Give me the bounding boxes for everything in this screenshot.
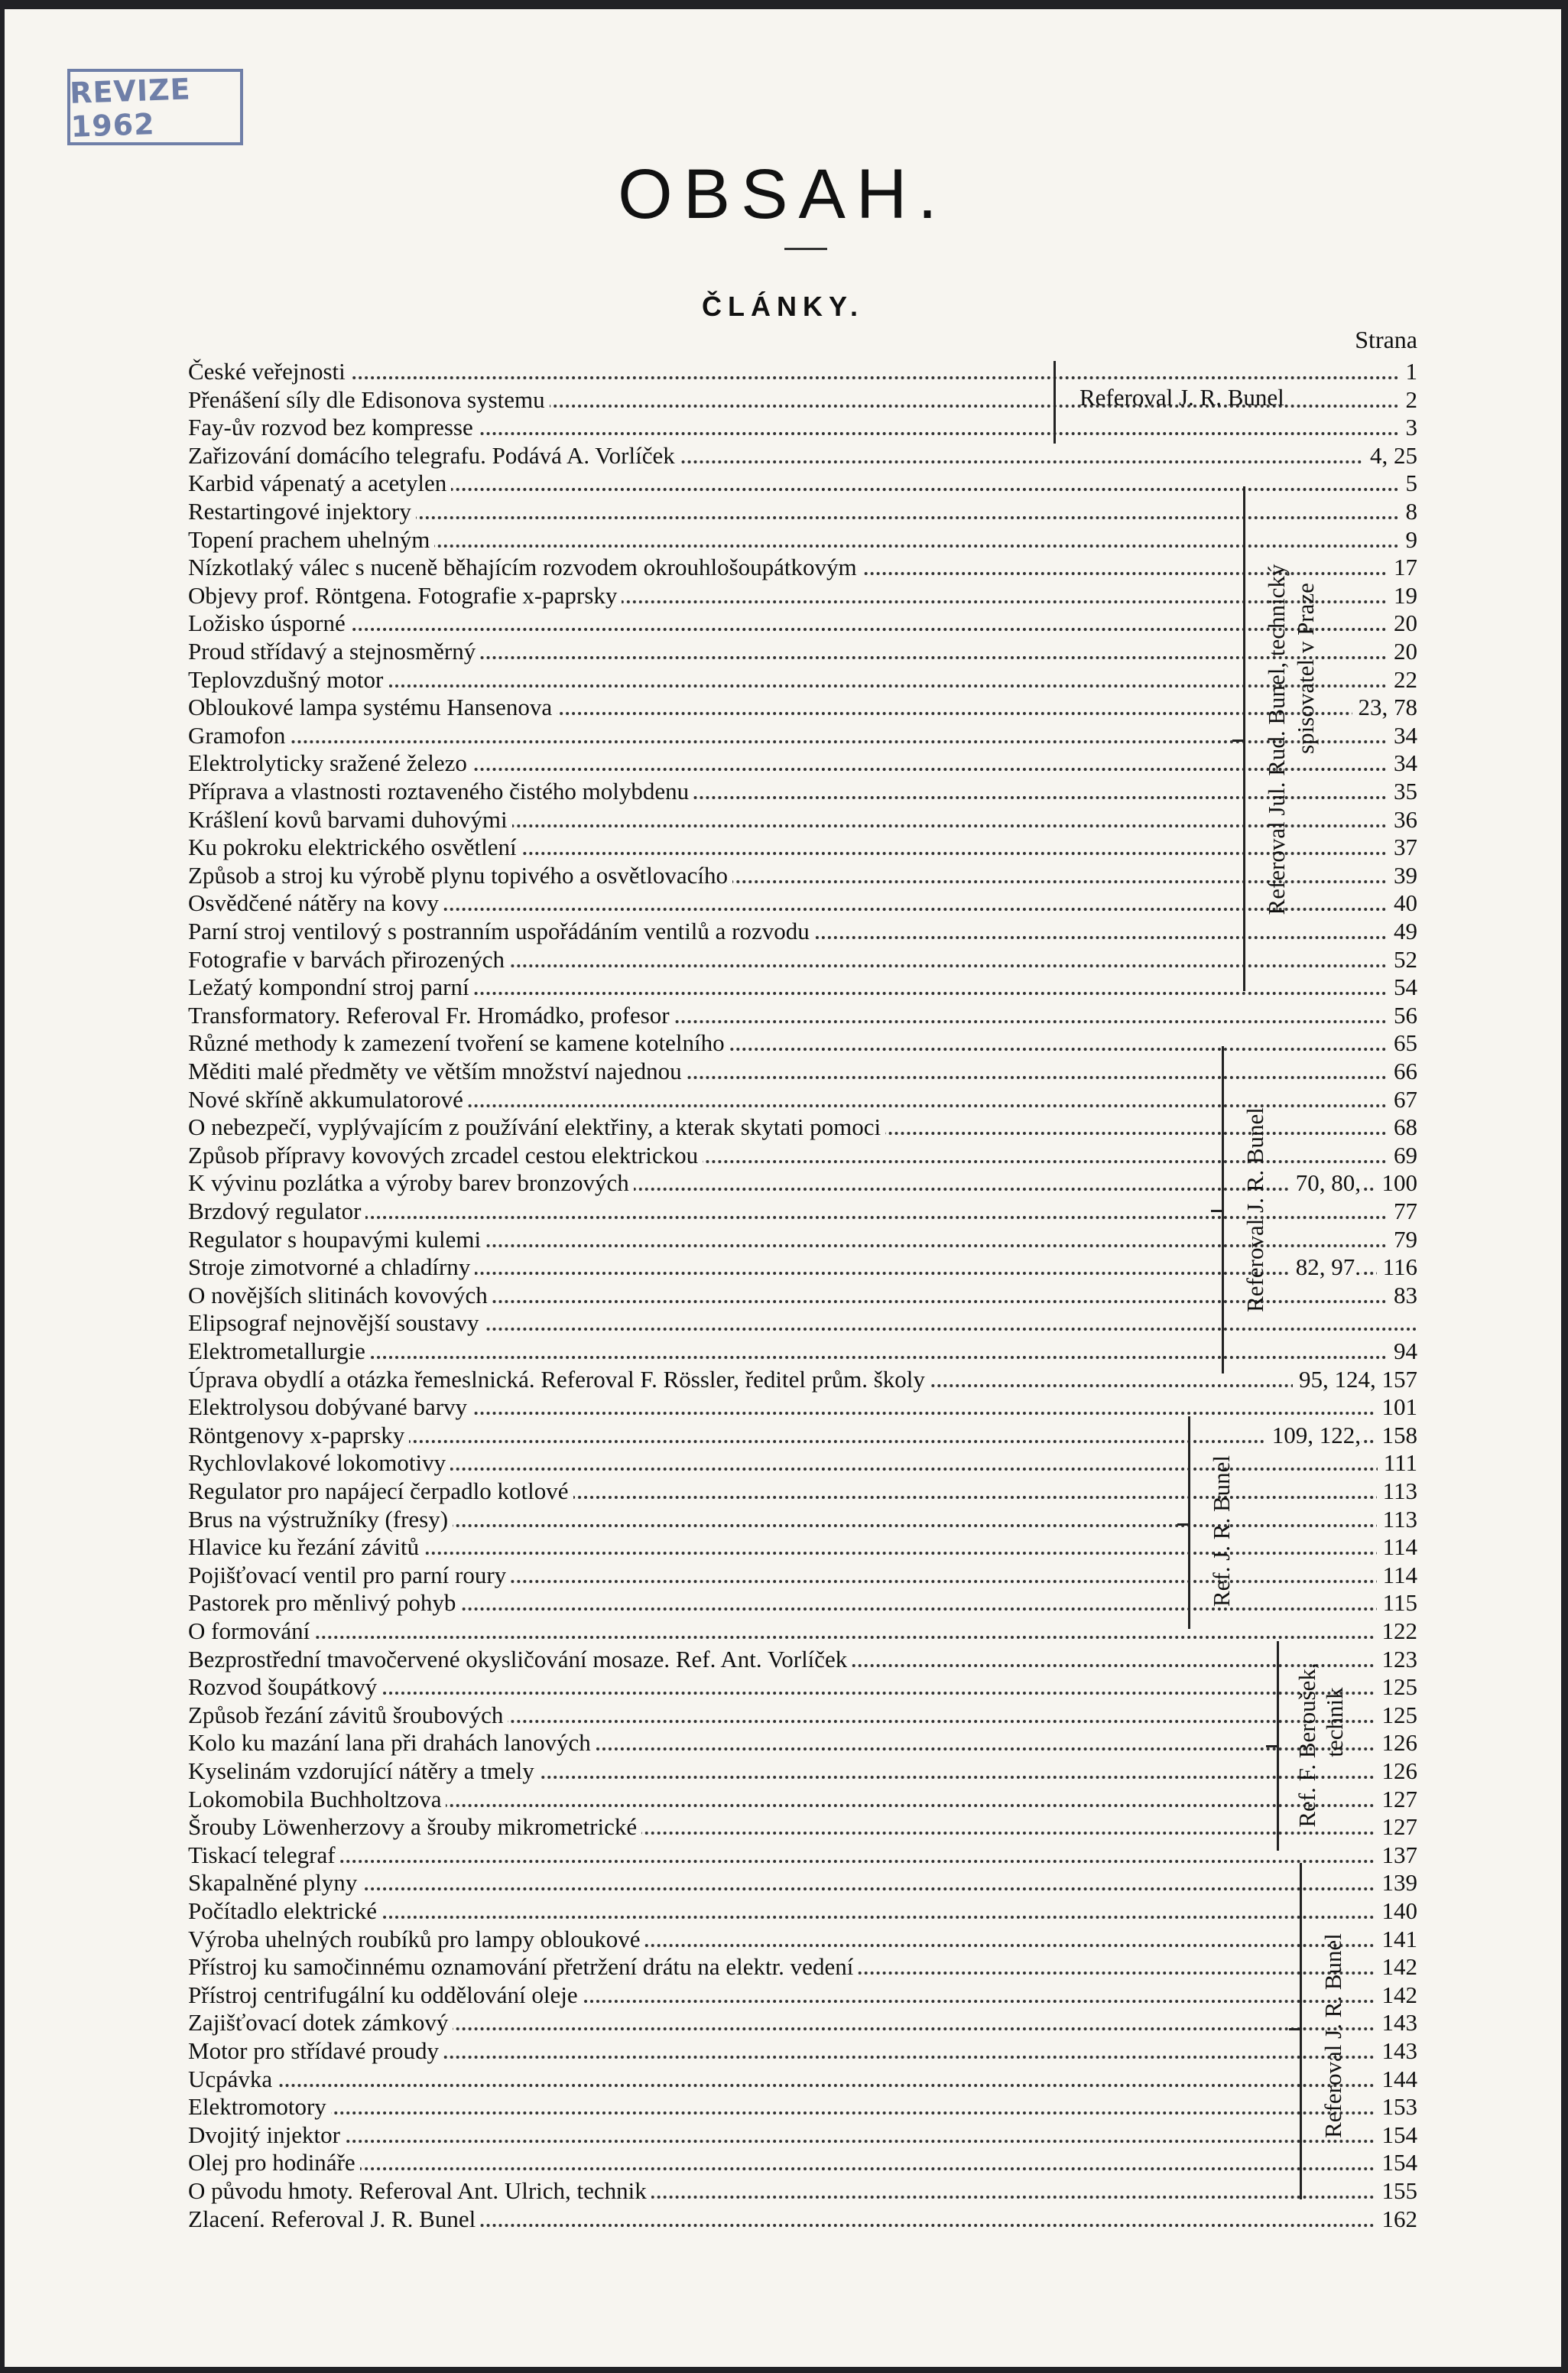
toc-entry <box>188 666 1417 694</box>
toc-entry <box>188 1002 1417 1030</box>
toc-entry-title: Stroje zimotvorné a chladírny <box>188 1253 475 1282</box>
section-heading: ČLÁNKY. <box>701 291 864 322</box>
toc-entry-title: Krášlení kovů barvami duhovými <box>188 806 512 834</box>
leader-dots <box>188 1216 1417 1219</box>
toc-entry-pages-extra: 82, 97. <box>1290 1253 1361 1282</box>
toc-entry <box>188 2177 1417 2206</box>
toc-entry-title: Způsob přípravy kovových zrcadel cestou elektrickou <box>188 1142 703 1170</box>
toc-entry <box>188 1981 1417 2010</box>
page-title: OBSAH. <box>618 155 948 233</box>
toc-entry-title: Transformatory. Referoval Fr. Hromádko, profesor <box>188 1002 674 1030</box>
toc-entry-page: 34 <box>1388 749 1417 778</box>
toc-entry <box>188 1813 1417 1842</box>
toc-entry <box>188 610 1417 638</box>
toc-entry-title: Nové skříně akkumulatorové <box>188 1086 468 1114</box>
toc-entry-page: 144 <box>1376 2066 1418 2094</box>
toc-entry <box>188 889 1417 918</box>
toc-entry-page: 142 <box>1376 1981 1418 2010</box>
toc-entry <box>188 778 1417 806</box>
toc-entry <box>188 2121 1417 2150</box>
leader-dots <box>188 376 1417 379</box>
toc-entry-title: Karbid vápenatý a acetylen <box>188 470 451 498</box>
toc-entry-title: Ležatý kompondní stroj parní <box>188 974 474 1002</box>
group-referee-label: Referoval Jul. Rud. Bunel, technický <box>1263 564 1290 915</box>
toc-entry <box>188 974 1417 1002</box>
group-bracket-tick <box>1177 1523 1188 1526</box>
toc-entry-page: 5 <box>1400 470 1418 498</box>
toc-entry-title: Elektromotory <box>188 2093 331 2121</box>
toc-entry-title: Přístroj centrifugální ku oddělování oleje <box>188 1981 583 2010</box>
toc-entry-title: Kolo ku mazání lana při drahách lanových <box>188 1729 596 1757</box>
toc-entry-page: 2 <box>1400 386 1418 414</box>
toc-entry <box>188 414 1417 442</box>
leader-dots <box>188 628 1417 631</box>
toc-entry <box>188 1058 1417 1086</box>
toc-entry <box>188 1113 1417 1142</box>
toc-entry <box>188 1646 1417 1674</box>
toc-entry-title: Objevy prof. Röntgena. Fotografie x-paprsky <box>188 582 622 610</box>
leader-dots <box>188 2084 1417 2087</box>
toc-entry-title: Dvojitý injektor <box>188 2121 345 2150</box>
toc-entry <box>188 1869 1417 1897</box>
title-divider <box>784 248 827 250</box>
toc-entry-title: Přístroj ku samočinnému oznamování přetržení drátu na elektr. vedení <box>188 1953 858 1981</box>
toc-entry <box>188 862 1417 890</box>
toc-entry <box>188 358 1417 386</box>
toc-entry-page: 115 <box>1377 1589 1417 1617</box>
toc-entry-page: 65 <box>1388 1029 1417 1058</box>
toc-entry <box>188 1926 1417 1954</box>
toc-entry-title: Způsob řezání závitů šroubových <box>188 1702 508 1730</box>
toc-entry <box>188 1309 1417 1338</box>
toc-entry-title: Bezprostřední tmavočervené okysličování mosaze. Ref. Ant. Vorlíček <box>188 1646 852 1674</box>
toc-entry-page: 20 <box>1388 610 1417 638</box>
toc-entry-page: 49 <box>1388 918 1417 946</box>
toc-entry <box>188 1729 1417 1757</box>
toc-entry-title: Ložisko úsporné <box>188 610 350 638</box>
toc-entry-page: 126 <box>1376 1729 1418 1757</box>
revision-stamp <box>67 69 243 145</box>
toc-entry-page: 67 <box>1388 1086 1417 1114</box>
toc-entry-title: Počítadlo elektrické <box>188 1897 381 1926</box>
leader-dots <box>188 2167 1417 2170</box>
leader-dots <box>188 1860 1417 1863</box>
group-referee-label: Referoval J. R. Bunel <box>1242 1107 1268 1312</box>
toc-entry-page: 123 <box>1376 1646 1418 1674</box>
toc-entry <box>188 2037 1417 2066</box>
toc-entry-page: 95, 124, 157 <box>1293 1366 1417 1394</box>
toc-entry <box>188 1169 1417 1198</box>
toc-entry-title: Ku pokroku elektrického osvětlení <box>188 834 521 862</box>
group-bracket <box>1222 1046 1224 1373</box>
toc-entry-title: Zařizování domácího telegrafu. Podává A. Vorlíček <box>188 442 680 470</box>
toc-entry <box>188 2009 1417 2037</box>
leader-dots <box>188 1636 1417 1639</box>
toc-entry-title: Regulator s houpavými kulemi <box>188 1226 485 1254</box>
toc-entry-page: 143 <box>1376 2009 1418 2037</box>
toc-entry-title: Elektrometallurgie <box>188 1338 370 1366</box>
toc-entry-title: Parní stroj ventilový s postranním uspořádáním ventilů a rozvodu <box>188 918 814 946</box>
toc-entry-page: 8 <box>1400 498 1418 526</box>
toc-entry-title: Elipsograf nejnovější soustavy <box>188 1309 484 1338</box>
toc-entry-page: 68 <box>1388 1113 1417 1142</box>
group-bracket <box>1188 1416 1190 1629</box>
toc-entry-title: Nízkotlaký válec s nuceně běhajícím rozvodem okrouhlošoupátkovým <box>188 554 862 582</box>
toc-entry <box>188 1617 1417 1646</box>
toc-entry-page: 111 <box>1378 1449 1417 1477</box>
toc-entry-page: 122 <box>1376 1617 1418 1646</box>
toc-entry-title: Měditi malé předměty ve větším množství najednou <box>188 1058 687 1086</box>
toc-entry-page: 79 <box>1388 1226 1417 1254</box>
group-referee-label: Ref. F. Beroušek, <box>1294 1663 1320 1828</box>
toc-entry-page: 4, 25 <box>1364 442 1417 470</box>
toc-entry-page: 113 <box>1377 1477 1417 1506</box>
toc-entry-title: Olej pro hodináře <box>188 2149 360 2177</box>
toc-entry-title: Hlavice ku řezání závitů <box>188 1533 424 1562</box>
toc-entry-page: 116 <box>1377 1253 1417 1282</box>
toc-entry-page: 155 <box>1376 2177 1418 2206</box>
toc-entry-title: Rychlovlakové lokomotivy <box>188 1449 450 1477</box>
toc-entry <box>188 442 1417 470</box>
toc-entry-page: 154 <box>1376 2149 1418 2177</box>
toc-entry <box>188 554 1417 582</box>
toc-entry-page: 66 <box>1388 1058 1417 1086</box>
toc-entry-pages-extra: 109, 122, <box>1266 1422 1361 1450</box>
toc-entry <box>188 694 1417 722</box>
toc-entry-page: 69 <box>1388 1142 1417 1170</box>
toc-entry <box>188 1393 1417 1422</box>
toc-entry <box>188 918 1417 946</box>
toc-entry-page: 101 <box>1376 1393 1418 1422</box>
toc-entry-page: 114 <box>1377 1533 1417 1562</box>
toc-entry-page: 54 <box>1388 974 1417 1002</box>
toc-entry-title: Fotografie v barvách přirozených <box>188 946 509 974</box>
toc-entry-page: 23, 78 <box>1352 694 1418 722</box>
group-bracket <box>1243 486 1245 991</box>
toc-entry-page: 154 <box>1376 2121 1418 2150</box>
toc-entry-page: 100 <box>1376 1169 1418 1198</box>
toc-entry-title: Röntgenovy x-paprsky <box>188 1422 409 1450</box>
toc-entry <box>188 638 1417 666</box>
toc-entry-title: Elektrolyticky sražené železo <box>188 749 472 778</box>
toc-entry <box>188 1142 1417 1170</box>
toc-entry <box>188 1953 1417 1981</box>
toc-entry <box>188 1282 1417 1310</box>
toc-entry <box>188 470 1417 498</box>
group-bracket <box>1053 361 1056 444</box>
toc-entry-title: Kyselinám vzdorující nátěry a tmely <box>188 1757 539 1786</box>
toc-entry-title: Tiskací telegraf <box>188 1842 340 1870</box>
toc-entry <box>188 1198 1417 1226</box>
group-bracket-tick <box>1289 2028 1300 2030</box>
toc-entry-title: Ucpávka <box>188 2066 277 2094</box>
toc-entry-title: K vývinu pozlátka a výroby barev bronzových <box>188 1169 634 1198</box>
toc-entry <box>188 1702 1417 1730</box>
toc-entry-page: 113 <box>1377 1506 1417 1534</box>
toc-entry-page: 137 <box>1376 1842 1418 1870</box>
toc-entry-title: Rozvod šoupátkový <box>188 1673 381 1702</box>
toc-entry <box>188 498 1417 526</box>
toc-entry-page: 39 <box>1388 862 1417 890</box>
toc-entry-title: Lokomobila Buchholtzova <box>188 1786 446 1814</box>
toc-entry-page: 20 <box>1388 638 1417 666</box>
toc-entry-title: Pastorek pro měnlivý pohyb <box>188 1589 460 1617</box>
page-column-header: Strana <box>1355 326 1417 353</box>
toc-entry-title: Příprava a vlastnosti roztaveného čistého molybdenu <box>188 778 693 806</box>
toc-entry-page: 127 <box>1376 1786 1418 1814</box>
toc-entry-page: 36 <box>1388 806 1417 834</box>
toc-entry <box>188 1842 1417 1870</box>
toc-entry-title: Skapalněné plyny <box>188 1869 362 1897</box>
toc-entry-page: 140 <box>1376 1897 1418 1926</box>
toc-entry-page: 83 <box>1388 1282 1417 1310</box>
toc-entry-title: Brus na výstružníky (fresy) <box>188 1506 453 1534</box>
toc-entry-page: 143 <box>1376 2037 1418 2066</box>
toc-entry-title: Obloukové lampa systému Hansenova <box>188 694 557 722</box>
toc-entry-pages-extra: 70, 80, <box>1290 1169 1361 1198</box>
toc-entry-page: 162 <box>1376 2206 1418 2234</box>
group-referee-label: technik <box>1321 1687 1348 1757</box>
toc-entry <box>188 1226 1417 1254</box>
toc-entry-title: Motor pro střídavé proudy <box>188 2037 443 2066</box>
toc-entry-page: 3 <box>1400 414 1418 442</box>
toc-entry-page: 1 <box>1400 358 1418 386</box>
toc-entry-page: 114 <box>1377 1562 1417 1590</box>
toc-entry <box>188 1029 1417 1058</box>
toc-entry-page: 153 <box>1376 2093 1418 2121</box>
toc-entry-page: 125 <box>1376 1673 1418 1702</box>
toc-entry-title: České veřejnosti <box>188 358 350 386</box>
toc-entry-title: Výroba uhelných roubíků pro lampy obloukové <box>188 1926 644 1954</box>
leader-dots <box>188 2111 1417 2115</box>
toc-entry <box>188 1897 1417 1926</box>
toc-entry <box>188 2149 1417 2177</box>
toc-entry-page: 56 <box>1388 1002 1417 1030</box>
toc-entry <box>188 1786 1417 1814</box>
toc-entry-page: 40 <box>1388 889 1417 918</box>
group-referee-label: spisovatel v Praze <box>1292 583 1319 754</box>
stamp-text: REVIZE 1962 <box>69 72 192 144</box>
toc-entry-title: Gramofon <box>188 722 290 750</box>
toc-entry-title: Šrouby Löwenherzovy a šrouby mikrometrické <box>188 1813 641 1842</box>
toc-entry-title: Restartingové injektory <box>188 498 416 526</box>
toc-entry <box>188 526 1417 554</box>
toc-entry-title: O novějších slitinách kovových <box>188 1282 492 1310</box>
toc-entry-title: Elektrolysou dobývané barvy <box>188 1393 472 1422</box>
toc-entry-title: Regulator pro napájecí čerpadlo kotlové <box>188 1477 573 1506</box>
toc-entry <box>188 1673 1417 1702</box>
group-bracket-tick <box>1266 1745 1277 1747</box>
toc-entry <box>188 2206 1417 2234</box>
toc-entry-title: O nebezpečí, vyplývajícím z používání elektřiny, a kterak skytati pomoci <box>188 1113 885 1142</box>
toc-entry-page: 139 <box>1376 1869 1418 1897</box>
toc-entry-page: 142 <box>1376 1953 1418 1981</box>
group-bracket-tick <box>1211 1210 1222 1212</box>
toc-entry-page: 34 <box>1388 722 1417 750</box>
toc-entry <box>188 749 1417 778</box>
toc-entry-page: 158 <box>1376 1422 1418 1450</box>
toc-entry <box>188 2093 1417 2121</box>
toc-entry <box>188 722 1417 750</box>
toc-entry-title: Zlacení. Referoval J. R. Bunel <box>188 2206 480 2234</box>
group-bracket <box>1277 1641 1279 1851</box>
toc-entry-page: 94 <box>1388 1338 1417 1366</box>
leader-dots <box>188 1356 1417 1359</box>
toc-entry-page: 17 <box>1388 554 1417 582</box>
toc-entry <box>188 1366 1417 1394</box>
group-bracket-tick <box>1232 740 1243 742</box>
toc-entry-page: 9 <box>1400 526 1418 554</box>
toc-entry-page: 52 <box>1388 946 1417 974</box>
group-referee-label: Referoval J. R. Bunel <box>1079 384 1284 411</box>
toc-entry-title: Brzdový regulator <box>188 1198 365 1226</box>
toc-entry-title: Topení prachem uhelným <box>188 526 434 554</box>
toc-entry-title: O původu hmoty. Referoval Ant. Ulrich, technik <box>188 2177 651 2206</box>
toc-entry-title: Zajišťovací dotek zámkový <box>188 2009 453 2037</box>
toc-entry-page: 19 <box>1388 582 1417 610</box>
toc-entry-title: Různé methody k zamezení tvoření se kamene kotelního <box>188 1029 729 1058</box>
toc-entry-title: Úprava obydlí a otázka řemeslnická. Referoval F. Rössler, ředitel prům. školy <box>188 1366 930 1394</box>
document-page <box>5 9 1561 2367</box>
toc-entry <box>188 946 1417 974</box>
group-referee-label: Ref. J. R. Bunel <box>1208 1455 1235 1607</box>
toc-entry-title: O formování <box>188 1617 314 1646</box>
toc-entry <box>188 1338 1417 1366</box>
toc-entry-title: Způsob a stroj ku výrobě plynu topivého a osvětlovacího <box>188 862 732 890</box>
toc-entry-page: 22 <box>1388 666 1417 694</box>
leader-dots <box>188 2140 1417 2143</box>
toc-entry-page: 127 <box>1376 1813 1418 1842</box>
toc-entry-page: 141 <box>1376 1926 1418 1954</box>
toc-entry <box>188 1086 1417 1114</box>
toc-entry-page: 126 <box>1376 1757 1418 1786</box>
toc-entry-title: Osvědčené nátěry na kovy <box>188 889 443 918</box>
toc-entry-title: Pojišťovací ventil pro parní roury <box>188 1562 511 1590</box>
toc-entry-page: 37 <box>1388 834 1417 862</box>
toc-entry <box>188 582 1417 610</box>
group-referee-label: Referoval J. R. Bunel <box>1320 1933 1346 2138</box>
toc-entry <box>188 2066 1417 2094</box>
group-bracket <box>1300 1863 1302 2199</box>
toc-entry-title: Fay-ův rozvod bez kompresse <box>188 414 478 442</box>
toc-entry <box>188 834 1417 862</box>
toc-entry <box>188 1757 1417 1786</box>
toc-entry-page: 35 <box>1388 778 1417 806</box>
toc-entry <box>188 1253 1417 1282</box>
toc-entry <box>188 806 1417 834</box>
toc-entry-title: Teplovzdušný motor <box>188 666 388 694</box>
leader-dots <box>188 1887 1417 1890</box>
toc-entry <box>188 1422 1417 1450</box>
toc-entry-page: 77 <box>1388 1198 1417 1226</box>
toc-entry-page: 125 <box>1376 1702 1418 1730</box>
toc-entry-title: Přenášení síly dle Edisonova systemu <box>188 386 550 414</box>
toc-entry-title: Proud střídavý a stejnosměrný <box>188 638 480 666</box>
